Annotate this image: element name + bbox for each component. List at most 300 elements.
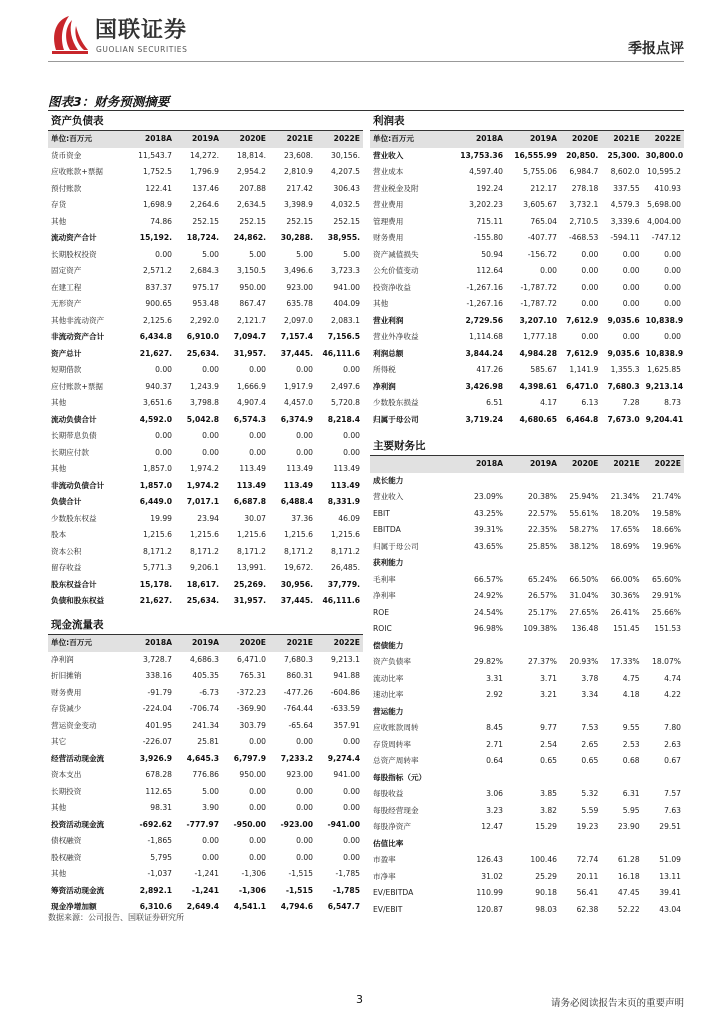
cell-value: 4,597.40 (469, 167, 503, 176)
cell-value: 1,215.6 (190, 530, 219, 539)
cell-value: 338.16 (145, 671, 172, 680)
table-row (48, 767, 363, 784)
cell-value: 90.18 (535, 888, 557, 897)
cell-value: 241.34 (192, 720, 219, 730)
cell-value: 2,729.56 (465, 315, 503, 325)
cell-value: 56.41 (576, 888, 599, 897)
cell-value: -1,515 (288, 869, 313, 878)
cell-value: 3.82 (540, 805, 557, 815)
cell-value: 941.00 (333, 282, 360, 292)
row-label: 股本 (51, 530, 67, 539)
ratios-title: 主要财务比 (370, 437, 684, 456)
cell-value (506, 555, 560, 572)
table-row (48, 833, 363, 850)
cell-value: 30,956. (280, 579, 313, 589)
cell-value: 109.38% (523, 624, 557, 633)
cell-value: 26.41% (610, 607, 640, 617)
cell-value: 2.92 (486, 690, 503, 699)
cell-value: 0.00 (249, 852, 266, 862)
row-label: 其它 (51, 737, 67, 746)
table-row (370, 687, 684, 704)
cell-value: 18,724. (186, 233, 219, 242)
row-label: 短期借款 (51, 365, 82, 374)
cell-value: 0.00 (296, 836, 313, 845)
cell-value: 1,114.68 (469, 332, 503, 341)
cell-value: 29.82% (474, 657, 503, 666)
cell-value: 4,645.3 (186, 753, 219, 763)
row-label: 营业费用 (373, 200, 404, 209)
table-row (370, 506, 684, 523)
cell-value: 15,178. (139, 579, 172, 589)
row-label: 获利能力 (373, 558, 404, 567)
cell-value: 30.07 (244, 513, 266, 523)
cell-value (452, 770, 506, 787)
cell-value: 8,171.2 (143, 546, 172, 556)
table-row (370, 803, 684, 820)
cell-value: 16.18 (617, 871, 640, 881)
cell-value: 0.00 (343, 431, 360, 440)
cell-value: 5,698.00 (647, 200, 681, 209)
cell-value: 13,753.36 (460, 150, 503, 160)
cell-value: 37.36 (291, 513, 313, 523)
cell-value: 113.49 (286, 464, 313, 473)
cell-value: 30.36% (610, 591, 640, 600)
row-label: 其他 (51, 803, 67, 812)
cell-value: 6,687.8 (233, 497, 266, 506)
cell-value: 55.61% (569, 508, 599, 518)
figure-divider (48, 110, 684, 111)
cell-value: 0.00 (622, 266, 640, 275)
table-row (48, 701, 363, 718)
table-row (370, 230, 684, 247)
row-label: 每股净资产 (373, 822, 411, 831)
cell-value: 950.00 (239, 770, 266, 779)
row-label: 流动比率 (373, 673, 404, 683)
cell-value: 9.55 (622, 723, 640, 732)
cell-value: 900.65 (145, 299, 172, 308)
table-row (370, 395, 684, 412)
cell-value: 2,954.2 (237, 167, 266, 176)
cell-value: 6,488.4 (280, 497, 313, 506)
cell-value: 7,156.5 (327, 332, 360, 341)
balance-sheet-panel (48, 112, 363, 610)
row-label: 总资产周转率 (373, 756, 419, 765)
cell-value: 7.57 (664, 789, 681, 798)
row-label: 长期股权投资 (51, 249, 97, 259)
row-label: EBIT (373, 508, 390, 518)
cell-value: 50.94 (481, 249, 503, 259)
cell-value: 10,838.9 (645, 348, 684, 358)
row-label: 长期投资 (51, 786, 82, 796)
cell-value: 6,547.7 (327, 902, 360, 911)
cell-value: 39.41 (659, 888, 681, 897)
cell-value: -777.97 (186, 819, 219, 829)
row-label: EV/EBIT (373, 904, 403, 914)
cell-value: 26.57% (528, 591, 557, 600)
cell-value: 0.00 (343, 803, 360, 812)
cell-value: 941.00 (333, 770, 360, 779)
cell-value (560, 473, 601, 490)
cell-value: 3.34 (581, 690, 599, 699)
cell-value: 18.07% (652, 657, 681, 666)
cell-value: -1,785 (332, 885, 360, 895)
balance-sheet-title: 资产负债表 (48, 112, 363, 131)
row-label: 偿债能力 (373, 640, 404, 650)
cell-value: 30,288. (280, 233, 313, 242)
cell-value: 401.95 (145, 720, 172, 730)
brand-name-en: GUOLIAN SECURITIES (96, 45, 188, 54)
cell-value (506, 770, 560, 787)
cell-value: 31,957. (233, 596, 266, 605)
cell-value (560, 770, 601, 787)
row-label: 估值比率 (373, 838, 404, 848)
cell-value: -1,037 (147, 869, 172, 878)
cell-value (452, 555, 506, 572)
cell-value: 12.47 (481, 822, 503, 831)
row-label: 其他 (51, 869, 67, 878)
cell-value: 5,795 (150, 852, 172, 862)
cell-value: 9,213.1 (331, 654, 360, 664)
cell-value: 3,398.9 (284, 200, 313, 209)
cell-value: 2,710.5 (569, 216, 599, 226)
cell-value (643, 638, 684, 655)
cell-value: -941.00 (327, 819, 360, 829)
cell-value: 9,274.4 (327, 753, 360, 763)
row-label: 市盈率 (373, 855, 396, 864)
cell-value: 8,602.0 (610, 167, 640, 176)
cell-value: 3.21 (540, 690, 557, 699)
row-label: 应收账款周转 (373, 723, 419, 732)
cell-value: -155.80 (473, 233, 503, 242)
row-label: 每股经营现金 (373, 805, 419, 815)
cell-value (643, 473, 684, 490)
cell-value: 29.91% (652, 591, 681, 600)
cell-value: 0.00 (249, 365, 266, 374)
cell-value: 15.29 (535, 822, 557, 831)
table-row (48, 445, 363, 462)
page-header (48, 14, 684, 60)
cell-value: 37,445. (280, 348, 313, 358)
cell-value: 0.00 (664, 266, 681, 275)
cell-value: 4.22 (664, 690, 681, 699)
cell-value: 17.33% (610, 657, 640, 666)
cell-value: 19,672. (284, 563, 313, 572)
table-row (370, 412, 684, 429)
row-label: 资本公积 (51, 546, 82, 556)
year-header: 2019A (175, 131, 222, 148)
cell-value: 72.74 (576, 855, 599, 864)
cell-value: 0.00 (343, 737, 360, 746)
cell-value: 18.69% (610, 541, 640, 551)
cell-value: 1,974.2 (186, 480, 219, 490)
cell-value: 3,496.6 (284, 266, 313, 275)
cell-value (560, 704, 601, 721)
row-label: ROIC (373, 624, 392, 633)
cell-value: 5.59 (581, 805, 599, 815)
cell-value: 5,755.06 (523, 167, 557, 176)
cell-value: 9,035.6 (607, 348, 640, 358)
cell-value: 0.00 (155, 431, 172, 440)
cell-value: -747.12 (651, 233, 681, 242)
table-row (370, 720, 684, 737)
table-row (370, 588, 684, 605)
cell-value: 0.65 (540, 756, 557, 765)
cell-value: -91.79 (147, 687, 172, 697)
cell-value: 7,017.1 (186, 497, 219, 506)
row-label: 存货减少 (51, 704, 82, 713)
income-statement-table (370, 131, 684, 428)
cell-value: 0.00 (249, 737, 266, 746)
table-row (48, 296, 363, 313)
cell-value: 4.75 (622, 673, 640, 683)
cell-value: 4,579.3 (610, 200, 640, 209)
cell-value: 0.00 (202, 447, 219, 457)
year-header: 2022E (643, 131, 684, 148)
cell-value: 3.23 (486, 805, 503, 815)
cell-value: 7,680.3 (607, 381, 640, 391)
row-label: 无形资产 (51, 299, 82, 308)
cell-value: 24,862. (233, 233, 266, 242)
brand-name: 国联证券 (95, 18, 188, 43)
cell-value: 25.94% (569, 492, 599, 501)
cell-value: 25,634. (186, 348, 219, 358)
table-row (48, 544, 363, 561)
cell-value: 65.24% (528, 574, 557, 584)
table-row (370, 214, 684, 231)
cash-flow-table (48, 635, 363, 916)
table-row (48, 883, 363, 900)
cell-value: 1,777.18 (523, 332, 557, 341)
cell-value: 6,374.9 (280, 414, 313, 424)
cell-value: 1,215.6 (143, 530, 172, 539)
cell-value: 8,171.2 (190, 546, 219, 556)
cell-value (506, 836, 560, 853)
cell-value: 2,121.7 (237, 315, 266, 325)
cell-value: 7,157.4 (280, 332, 313, 341)
table-row (48, 362, 363, 379)
row-label: 财务费用 (51, 687, 82, 697)
table-row (48, 329, 363, 346)
cell-value: 941.88 (333, 671, 360, 680)
cell-value: 38,955. (327, 233, 360, 242)
row-label: 少数股东损益 (373, 398, 419, 407)
row-label: 筹资活动现金流 (51, 885, 105, 895)
table-row (370, 148, 684, 165)
cell-value: 3,719.24 (465, 414, 503, 424)
table-row (370, 770, 684, 787)
cell-value: 0.00 (249, 836, 266, 845)
row-label: 其他 (51, 216, 67, 226)
table-row (370, 737, 684, 754)
cell-value: 7,612.9 (566, 348, 599, 358)
cell-value: 4,907.4 (237, 398, 266, 407)
cell-value: 2,634.5 (237, 200, 266, 209)
row-label: 投资活动现金流 (51, 819, 105, 829)
cell-value: 585.67 (530, 365, 557, 374)
cell-value: 2.71 (486, 739, 503, 749)
cell-value (560, 555, 601, 572)
table-row (48, 181, 363, 198)
cell-value: 120.87 (476, 904, 503, 914)
cell-value: 0.00 (202, 431, 219, 440)
row-label: 管理费用 (373, 216, 404, 226)
table-row (370, 247, 684, 264)
year-header: 2019A (506, 456, 560, 473)
cell-value: 0.00 (343, 836, 360, 845)
cell-value (601, 704, 642, 721)
table-row (48, 395, 363, 412)
cell-value: 1,141.9 (569, 365, 599, 374)
row-label: 负债合计 (51, 497, 82, 506)
row-label: 资产总计 (51, 348, 82, 358)
cell-value: 0.64 (486, 756, 503, 765)
income-statement-title: 利润表 (370, 112, 684, 131)
cell-value: 635.78 (286, 299, 313, 308)
row-label: 经营活动现金流 (51, 753, 105, 763)
cell-value: 100.46 (530, 855, 557, 864)
cell-value: 30,800.0 (645, 150, 684, 160)
year-header: 2021E (601, 456, 642, 473)
table-row (370, 852, 684, 869)
cell-value: 0.00 (296, 786, 313, 796)
cell-value: -1,306 (241, 869, 266, 878)
cell-value: 1,752.5 (143, 167, 172, 176)
row-label: 归属于母公司 (373, 541, 419, 551)
cell-value: -6.73 (199, 687, 219, 697)
row-label: 速动比率 (373, 690, 404, 699)
cell-value (506, 473, 560, 490)
cell-value: 3.71 (540, 673, 557, 683)
cell-value: -950.00 (233, 819, 266, 829)
cell-value: 39.31% (474, 525, 503, 534)
cell-value: 113.49 (333, 464, 360, 473)
cell-value: 1,625.85 (647, 365, 681, 374)
table-row (48, 718, 363, 735)
guolian-logo-icon (48, 14, 90, 56)
cell-value: 6,310.6 (139, 902, 172, 911)
table-row (48, 412, 363, 429)
cell-value: -692.62 (139, 819, 172, 829)
cell-value: 25.85% (528, 541, 557, 551)
cash-flow-panel (48, 616, 363, 916)
cell-value: 4,686.3 (190, 654, 219, 664)
row-label: 应付账款+票据 (51, 381, 103, 391)
cell-value (560, 836, 601, 853)
figure-title: 图表3：财务预测摘要 (48, 94, 170, 109)
table-row (48, 230, 363, 247)
cell-value: 66.50% (569, 574, 599, 584)
row-label: 负债和股东权益 (51, 596, 105, 605)
cell-value: 0.00 (664, 299, 681, 308)
table-row (48, 280, 363, 297)
cell-value: 1,796.9 (190, 167, 219, 176)
cell-value: 46,111.6 (322, 596, 360, 605)
cell-value: 7,094.7 (233, 332, 266, 341)
table-row (48, 379, 363, 396)
cell-value: 16,555.99 (514, 150, 557, 160)
cell-value: 923.00 (286, 282, 313, 292)
table-row (48, 511, 363, 528)
cell-value: 4,794.6 (280, 902, 313, 911)
cell-value: 303.79 (239, 720, 266, 730)
cell-value: 25,269. (233, 579, 266, 589)
row-label: 股权融资 (51, 852, 82, 862)
row-label: 折旧摊销 (51, 671, 82, 680)
disclaimer: 请务必阅读报告末页的重要声明 (550, 998, 684, 1009)
cell-value: -1,787.72 (520, 282, 557, 292)
data-source-note: 数据来源：公司报告、国联证券研究所 (48, 913, 184, 922)
cell-value: 43.25% (474, 508, 503, 518)
ratios-panel (370, 437, 684, 918)
cell-value: 112.64 (476, 266, 503, 275)
cell-value: 112.65 (145, 786, 172, 796)
cell-value: 19.58% (652, 508, 681, 518)
cell-value: -369.90 (236, 704, 266, 713)
table-row (370, 362, 684, 379)
cell-value: 3,426.98 (465, 381, 503, 391)
cell-value: 0.00 (622, 332, 640, 341)
cell-value: -65.64 (288, 720, 313, 730)
cell-value: 2,264.6 (190, 200, 219, 209)
cell-value: 3.31 (486, 673, 503, 683)
cell-value: 24.92% (474, 591, 503, 600)
cell-value: -604.86 (330, 687, 360, 697)
row-label: 营运资金变动 (51, 720, 97, 730)
cell-value: 137.46 (192, 183, 219, 193)
cell-value: 18.20% (610, 508, 640, 518)
cell-value (643, 770, 684, 787)
row-label: 其他非流动资产 (51, 315, 105, 325)
row-label: 市净率 (373, 871, 396, 881)
cell-value: -923.00 (280, 819, 313, 829)
cell-value: 3,844.24 (465, 348, 503, 358)
row-label: 长期带息负债 (51, 431, 97, 440)
cell-value: 2,497.6 (331, 381, 360, 391)
cell-value: 23,608. (284, 150, 313, 160)
cell-value: 3.85 (540, 789, 557, 798)
cell-value: 14,272. (190, 150, 219, 160)
cell-value: -477.26 (283, 687, 313, 697)
table-row (370, 836, 684, 853)
cell-value: 19.23 (576, 822, 599, 831)
cell-value: 6,797.9 (233, 753, 266, 763)
unit-header (370, 456, 452, 473)
cell-value: 6,910.0 (186, 332, 219, 341)
cell-value: 18,814. (237, 150, 266, 160)
cell-value: -156.72 (527, 249, 557, 259)
cell-value: 1,857.0 (139, 480, 172, 490)
cell-value (560, 638, 601, 655)
row-label: ROE (373, 607, 390, 617)
table-row (370, 869, 684, 886)
cell-value: 2,649.4 (186, 902, 219, 911)
cell-value: 31.04% (569, 591, 599, 600)
header-divider (48, 61, 684, 62)
unit-header: 单位:百万元 (370, 131, 452, 148)
row-label: 财务费用 (373, 233, 404, 242)
cell-value: 1,857.0 (143, 464, 172, 473)
cell-value: 953.48 (192, 299, 219, 308)
row-label: 毛利率 (373, 574, 396, 584)
table-row (48, 685, 363, 702)
year-header: 2021E (269, 131, 316, 148)
cell-value: 58.27% (569, 525, 599, 534)
cell-value: 4,207.5 (331, 167, 360, 176)
table-row (370, 671, 684, 688)
table-row (48, 214, 363, 231)
cell-value: 9,204.41 (645, 414, 684, 424)
table-row (48, 734, 363, 751)
